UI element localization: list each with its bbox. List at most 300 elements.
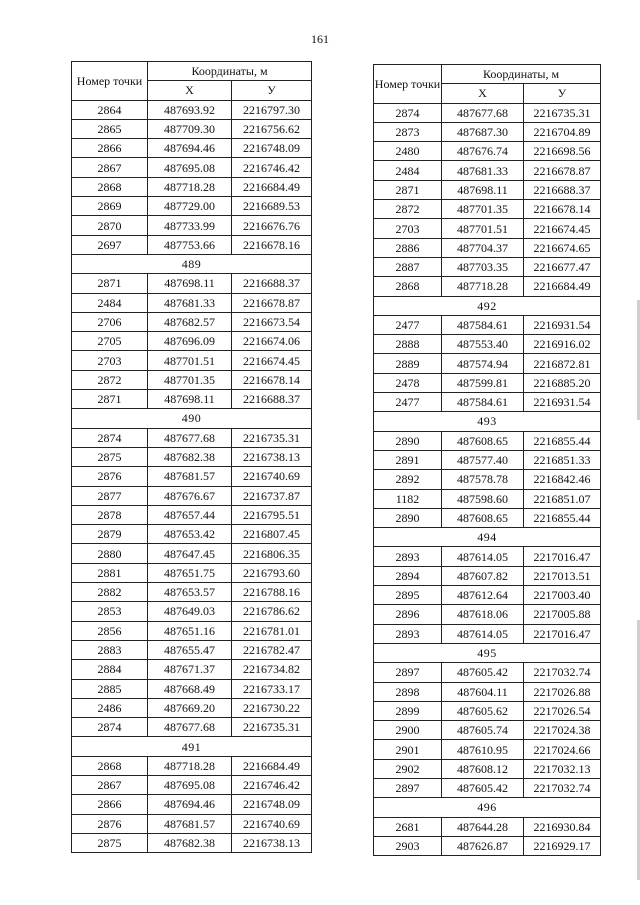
x-coordinate-cell: 487605.42 — [442, 778, 524, 797]
point-number-cell: 2876 — [72, 467, 148, 486]
y-coordinate-cell: 2216842.46 — [524, 470, 601, 489]
point-number-cell: 2703 — [72, 351, 148, 370]
x-coordinate-cell: 487676.67 — [148, 486, 232, 505]
table-row — [374, 431, 601, 450]
y-coordinate-cell: 2216781.01 — [232, 621, 312, 640]
y-coordinate-cell: 2217003.40 — [524, 586, 601, 605]
y-coordinate-cell: 2216931.54 — [524, 393, 601, 412]
table-row — [374, 566, 601, 585]
x-coordinate-cell: 487701.35 — [148, 370, 232, 389]
x-coordinate-cell: 487695.08 — [148, 158, 232, 177]
table-row — [72, 351, 312, 370]
point-number-cell: 2866 — [72, 795, 148, 814]
y-coordinate-cell: 2216738.13 — [232, 833, 312, 852]
point-number-cell: 2484 — [72, 293, 148, 312]
y-coordinate-cell: 2216704.89 — [524, 122, 601, 141]
table-row — [72, 467, 312, 486]
point-number-cell: 2893 — [374, 547, 442, 566]
point-number-cell: 2875 — [72, 833, 148, 852]
table-row — [374, 393, 601, 412]
coordinates-table-left — [71, 61, 312, 853]
point-number-cell: 2886 — [374, 238, 442, 257]
page-number: 161 — [311, 32, 329, 46]
y-coordinate-cell: 2216678.16 — [232, 235, 312, 254]
x-coordinate-cell: 487677.68 — [442, 103, 524, 122]
point-number-cell: 2869 — [72, 197, 148, 216]
x-coordinate-cell: 487647.45 — [148, 544, 232, 563]
y-coordinate-cell: 2216872.81 — [524, 354, 601, 373]
y-coordinate-cell: 2216929.17 — [524, 836, 601, 855]
table-row — [374, 335, 601, 354]
table-row — [72, 100, 312, 119]
point-number-cell: 2896 — [374, 605, 442, 624]
point-number-cell: 2868 — [374, 277, 442, 296]
point-number-cell: 2484 — [374, 161, 442, 180]
y-coordinate-cell: 2216735.31 — [524, 103, 601, 122]
x-coordinate-cell: 487701.51 — [148, 351, 232, 370]
x-coordinate-cell: 487608.12 — [442, 759, 524, 778]
x-coordinate-cell: 487698.11 — [148, 274, 232, 293]
y-coordinate-cell: 2216734.82 — [232, 660, 312, 679]
y-coordinate-cell: 2216688.37 — [524, 180, 601, 199]
y-coordinate-cell: 2216689.53 — [232, 197, 312, 216]
x-coordinate-cell: 487605.42 — [442, 663, 524, 682]
point-number-cell: 2897 — [374, 663, 442, 682]
y-coordinate-cell: 2216788.16 — [232, 583, 312, 602]
table-row — [72, 428, 312, 447]
table-row — [72, 583, 312, 602]
table-row — [374, 219, 601, 238]
x-coordinate-cell: 487653.42 — [148, 525, 232, 544]
point-number-cell: 2875 — [72, 447, 148, 466]
table-row — [72, 197, 312, 216]
x-coordinate-cell: 487677.68 — [148, 718, 232, 737]
y-coordinate-cell: 2216807.45 — [232, 525, 312, 544]
table-row — [374, 103, 601, 122]
group-row — [374, 643, 601, 662]
table-row — [374, 277, 601, 296]
group-label: 490 — [72, 409, 312, 428]
x-coordinate-cell: 487701.35 — [442, 200, 524, 219]
table-row — [72, 775, 312, 794]
y-coordinate-cell: 2216885.20 — [524, 373, 601, 392]
table-row — [72, 698, 312, 717]
table-row — [72, 814, 312, 833]
table-row — [374, 759, 601, 778]
x-coordinate-cell: 487612.64 — [442, 586, 524, 605]
x-coordinate-cell: 487608.65 — [442, 431, 524, 450]
y-coordinate-cell: 2216678.87 — [232, 293, 312, 312]
point-number-cell: 2895 — [374, 586, 442, 605]
x-coordinate-cell: 487701.51 — [442, 219, 524, 238]
table-row — [374, 682, 601, 701]
group-label: 493 — [374, 412, 601, 431]
table-row — [72, 505, 312, 524]
table-row — [72, 756, 312, 775]
y-coordinate-cell: 2216740.69 — [232, 467, 312, 486]
table-row — [374, 161, 601, 180]
y-coordinate-cell: 2216797.30 — [232, 100, 312, 119]
y-coordinate-cell: 2216782.47 — [232, 640, 312, 659]
x-coordinate-cell: 487668.49 — [148, 679, 232, 698]
table-row — [374, 489, 601, 508]
x-coordinate-cell: 487671.37 — [148, 660, 232, 679]
point-number-cell: 2902 — [374, 759, 442, 778]
x-coordinate-cell: 487687.30 — [442, 122, 524, 141]
point-number-cell: 2891 — [374, 450, 442, 469]
table-body-left — [72, 100, 312, 853]
group-label: 491 — [72, 737, 312, 756]
y-coordinate-cell: 2216688.37 — [232, 274, 312, 293]
x-coordinate-cell: 487649.03 — [148, 602, 232, 621]
table-row — [374, 586, 601, 605]
x-coordinate-cell: 487598.60 — [442, 489, 524, 508]
point-number-cell: 2880 — [72, 544, 148, 563]
table-row — [374, 257, 601, 276]
y-coordinate-cell: 2216678.14 — [524, 200, 601, 219]
group-row — [72, 254, 312, 273]
group-row — [72, 737, 312, 756]
y-coordinate-cell: 2216806.35 — [232, 544, 312, 563]
x-coordinate-cell: 487618.06 — [442, 605, 524, 624]
point-number-cell: 2873 — [374, 122, 442, 141]
table-row — [374, 778, 601, 797]
point-number-cell: 2853 — [72, 602, 148, 621]
point-number-cell: 2705 — [72, 332, 148, 351]
point-number-cell: 2486 — [72, 698, 148, 717]
y-coordinate-cell: 2216698.56 — [524, 142, 601, 161]
point-number-cell: 2867 — [72, 158, 148, 177]
y-coordinate-cell: 2216855.44 — [524, 431, 601, 450]
table-row — [374, 470, 601, 489]
table-row — [374, 315, 601, 334]
point-number-cell: 2876 — [72, 814, 148, 833]
y-coordinate-cell: 2216740.69 — [232, 814, 312, 833]
point-number-cell: 2887 — [374, 257, 442, 276]
point-number-cell: 2898 — [374, 682, 442, 701]
x-coordinate-cell: 487574.94 — [442, 354, 524, 373]
y-column-header: У — [232, 81, 312, 100]
x-coordinate-cell: 487610.95 — [442, 740, 524, 759]
y-coordinate-cell: 2216851.07 — [524, 489, 601, 508]
x-coordinate-cell: 487599.81 — [442, 373, 524, 392]
table-row — [72, 177, 312, 196]
table-row — [72, 795, 312, 814]
point-number-cell: 2480 — [374, 142, 442, 161]
table-row — [374, 663, 601, 682]
point-number-cell: 2478 — [374, 373, 442, 392]
point-number-cell: 2681 — [374, 817, 442, 836]
table-row — [72, 447, 312, 466]
y-coordinate-cell: 2216738.13 — [232, 447, 312, 466]
table-body-right — [374, 103, 601, 856]
table-row — [374, 373, 601, 392]
point-number-cell: 2874 — [374, 103, 442, 122]
point-number-cell: 2893 — [374, 624, 442, 643]
point-number-cell: 2870 — [72, 216, 148, 235]
table-row — [72, 544, 312, 563]
point-number-cell: 2897 — [374, 778, 442, 797]
point-number-cell: 2878 — [72, 505, 148, 524]
y-coordinate-cell: 2216931.54 — [524, 315, 601, 334]
x-coordinate-cell: 487698.11 — [442, 180, 524, 199]
point-number-cell: 2871 — [72, 390, 148, 409]
x-coordinate-cell: 487703.35 — [442, 257, 524, 276]
table-row — [72, 370, 312, 389]
group-label: 492 — [374, 296, 601, 315]
table-row — [72, 390, 312, 409]
x-coordinate-cell: 487608.65 — [442, 508, 524, 527]
table-row — [374, 122, 601, 141]
x-coordinate-cell: 487694.46 — [148, 139, 232, 158]
y-coordinate-cell: 2216730.22 — [232, 698, 312, 717]
y-coordinate-cell: 2216756.62 — [232, 119, 312, 138]
table-row — [374, 740, 601, 759]
table-row — [374, 142, 601, 161]
point-number-cell: 2881 — [72, 563, 148, 582]
y-column-header: У — [524, 84, 601, 103]
x-coordinate-cell: 487651.75 — [148, 563, 232, 582]
y-coordinate-cell: 2217024.38 — [524, 721, 601, 740]
group-row — [72, 409, 312, 428]
x-coordinate-cell: 487626.87 — [442, 836, 524, 855]
x-coordinate-cell: 487704.37 — [442, 238, 524, 257]
y-coordinate-cell: 2216673.54 — [232, 312, 312, 331]
x-coordinate-cell: 487584.61 — [442, 315, 524, 334]
table-row — [72, 679, 312, 698]
y-coordinate-cell: 2217005.88 — [524, 605, 601, 624]
table-row — [72, 833, 312, 852]
table-row — [374, 180, 601, 199]
point-number-cell: 2903 — [374, 836, 442, 855]
point-number-cell: 2706 — [72, 312, 148, 331]
table-row — [374, 817, 601, 836]
y-coordinate-cell: 2216748.09 — [232, 795, 312, 814]
y-coordinate-cell: 2216786.62 — [232, 602, 312, 621]
group-label: 489 — [72, 254, 312, 273]
table-row — [374, 721, 601, 740]
y-coordinate-cell: 2217032.74 — [524, 778, 601, 797]
y-coordinate-cell: 2216795.51 — [232, 505, 312, 524]
x-coordinate-cell: 487584.61 — [442, 393, 524, 412]
point-number-cell: 1182 — [374, 489, 442, 508]
point-number-cell: 2899 — [374, 701, 442, 720]
point-number-cell: 2874 — [72, 718, 148, 737]
x-coordinate-cell: 487718.28 — [148, 177, 232, 196]
x-coordinate-cell: 487733.99 — [148, 216, 232, 235]
table-row — [374, 624, 601, 643]
x-coordinate-cell: 487651.16 — [148, 621, 232, 640]
x-coordinate-cell: 487657.44 — [148, 505, 232, 524]
y-coordinate-cell: 2216735.31 — [232, 718, 312, 737]
y-coordinate-cell: 2216678.14 — [232, 370, 312, 389]
x-coordinate-cell: 487578.78 — [442, 470, 524, 489]
point-number-cell: 2697 — [72, 235, 148, 254]
coordinates-header: Координаты, м — [442, 65, 601, 84]
point-number-cell: 2867 — [72, 775, 148, 794]
table-row — [72, 216, 312, 235]
x-coordinate-cell: 487695.08 — [148, 775, 232, 794]
point-number-cell: 2872 — [72, 370, 148, 389]
point-number-cell: 2894 — [374, 566, 442, 585]
group-row — [374, 296, 601, 315]
point-number-cell: 2888 — [374, 335, 442, 354]
y-coordinate-cell: 2217013.51 — [524, 566, 601, 585]
y-coordinate-cell: 2217016.47 — [524, 624, 601, 643]
point-number-header: Номер точки — [374, 65, 442, 104]
point-number-cell: 2884 — [72, 660, 148, 679]
x-coordinate-cell: 487682.57 — [148, 312, 232, 331]
x-coordinate-cell: 487677.68 — [148, 428, 232, 447]
table-row — [72, 158, 312, 177]
table-row — [72, 293, 312, 312]
x-coordinate-cell: 487718.28 — [148, 756, 232, 775]
y-coordinate-cell: 2216746.42 — [232, 158, 312, 177]
x-coordinate-cell: 487698.11 — [148, 390, 232, 409]
point-number-cell: 2871 — [374, 180, 442, 199]
group-row — [374, 412, 601, 431]
x-coordinate-cell: 487709.30 — [148, 119, 232, 138]
point-number-cell: 2865 — [72, 119, 148, 138]
point-number-cell: 2890 — [374, 431, 442, 450]
table-row — [72, 486, 312, 505]
y-coordinate-cell: 2216684.49 — [232, 177, 312, 196]
x-coordinate-cell: 487681.33 — [442, 161, 524, 180]
x-column-header: X — [148, 81, 232, 100]
x-coordinate-cell: 487605.62 — [442, 701, 524, 720]
x-coordinate-cell: 487681.57 — [148, 814, 232, 833]
table-row — [374, 450, 601, 469]
x-coordinate-cell: 487655.47 — [148, 640, 232, 659]
y-coordinate-cell: 2216674.06 — [232, 332, 312, 351]
table-row — [72, 119, 312, 138]
point-number-cell: 2872 — [374, 200, 442, 219]
y-coordinate-cell: 2217016.47 — [524, 547, 601, 566]
y-coordinate-cell: 2216684.49 — [232, 756, 312, 775]
point-number-cell: 2868 — [72, 177, 148, 196]
y-coordinate-cell: 2216748.09 — [232, 139, 312, 158]
table-row — [374, 701, 601, 720]
point-number-cell: 2889 — [374, 354, 442, 373]
point-number-cell: 2871 — [72, 274, 148, 293]
group-label: 495 — [374, 643, 601, 662]
x-coordinate-cell: 487681.33 — [148, 293, 232, 312]
y-coordinate-cell: 2216737.87 — [232, 486, 312, 505]
x-coordinate-cell: 487729.00 — [148, 197, 232, 216]
y-coordinate-cell: 2216733.17 — [232, 679, 312, 698]
x-coordinate-cell: 487693.92 — [148, 100, 232, 119]
x-coordinate-cell: 487653.57 — [148, 583, 232, 602]
y-coordinate-cell: 2216684.49 — [524, 277, 601, 296]
point-number-cell: 2892 — [374, 470, 442, 489]
x-coordinate-cell: 487669.20 — [148, 698, 232, 717]
point-number-cell: 2703 — [374, 219, 442, 238]
table-row — [72, 312, 312, 331]
y-coordinate-cell: 2217032.74 — [524, 663, 601, 682]
group-row — [374, 528, 601, 547]
table-row — [72, 525, 312, 544]
table-row — [374, 508, 601, 527]
table-row — [72, 660, 312, 679]
y-coordinate-cell: 2216674.45 — [232, 351, 312, 370]
y-coordinate-cell: 2216674.65 — [524, 238, 601, 257]
y-coordinate-cell: 2216678.87 — [524, 161, 601, 180]
point-number-cell: 2885 — [72, 679, 148, 698]
table-row — [72, 640, 312, 659]
y-coordinate-cell: 2216676.76 — [232, 216, 312, 235]
x-coordinate-cell: 487682.38 — [148, 833, 232, 852]
table-row — [72, 718, 312, 737]
x-coordinate-cell: 487694.46 — [148, 795, 232, 814]
y-coordinate-cell: 2216674.45 — [524, 219, 601, 238]
point-number-cell: 2882 — [72, 583, 148, 602]
y-coordinate-cell: 2217026.88 — [524, 682, 601, 701]
table-row — [374, 605, 601, 624]
table-row — [72, 563, 312, 582]
x-coordinate-cell: 487681.57 — [148, 467, 232, 486]
x-coordinate-cell: 487553.40 — [442, 335, 524, 354]
y-coordinate-cell: 2216746.42 — [232, 775, 312, 794]
x-coordinate-cell: 487753.66 — [148, 235, 232, 254]
table-row — [72, 235, 312, 254]
table-row — [374, 836, 601, 855]
point-number-cell: 2874 — [72, 428, 148, 447]
point-number-cell: 2890 — [374, 508, 442, 527]
table-row — [72, 602, 312, 621]
y-coordinate-cell: 2216916.02 — [524, 335, 601, 354]
y-coordinate-cell: 2216930.84 — [524, 817, 601, 836]
x-column-header: X — [442, 84, 524, 103]
x-coordinate-cell: 487577.40 — [442, 450, 524, 469]
y-coordinate-cell: 2216688.37 — [232, 390, 312, 409]
y-coordinate-cell: 2216735.31 — [232, 428, 312, 447]
table-row — [72, 139, 312, 158]
point-number-cell: 2900 — [374, 721, 442, 740]
y-coordinate-cell: 2216677.47 — [524, 257, 601, 276]
y-coordinate-cell: 2216793.60 — [232, 563, 312, 582]
table-row — [72, 274, 312, 293]
x-coordinate-cell: 487676.74 — [442, 142, 524, 161]
y-coordinate-cell: 2217024.66 — [524, 740, 601, 759]
x-coordinate-cell: 487604.11 — [442, 682, 524, 701]
point-number-cell: 2877 — [72, 486, 148, 505]
x-coordinate-cell: 487614.05 — [442, 624, 524, 643]
point-number-cell: 2901 — [374, 740, 442, 759]
y-coordinate-cell: 2216855.44 — [524, 508, 601, 527]
table-row — [374, 238, 601, 257]
group-label: 494 — [374, 528, 601, 547]
table-row — [374, 547, 601, 566]
table-row — [72, 332, 312, 351]
y-coordinate-cell: 2217026.54 — [524, 701, 601, 720]
group-label: 496 — [374, 798, 601, 817]
x-coordinate-cell: 487696.09 — [148, 332, 232, 351]
point-number-cell: 2866 — [72, 139, 148, 158]
point-number-cell: 2856 — [72, 621, 148, 640]
point-number-cell: 2477 — [374, 315, 442, 334]
coordinates-table-right — [373, 64, 601, 856]
y-coordinate-cell: 2217032.13 — [524, 759, 601, 778]
x-coordinate-cell: 487682.38 — [148, 447, 232, 466]
table-row — [374, 200, 601, 219]
table-row — [72, 621, 312, 640]
point-number-cell: 2868 — [72, 756, 148, 775]
point-number-cell: 2864 — [72, 100, 148, 119]
point-number-cell: 2879 — [72, 525, 148, 544]
table-row — [374, 354, 601, 373]
x-coordinate-cell: 487644.28 — [442, 817, 524, 836]
x-coordinate-cell: 487718.28 — [442, 277, 524, 296]
